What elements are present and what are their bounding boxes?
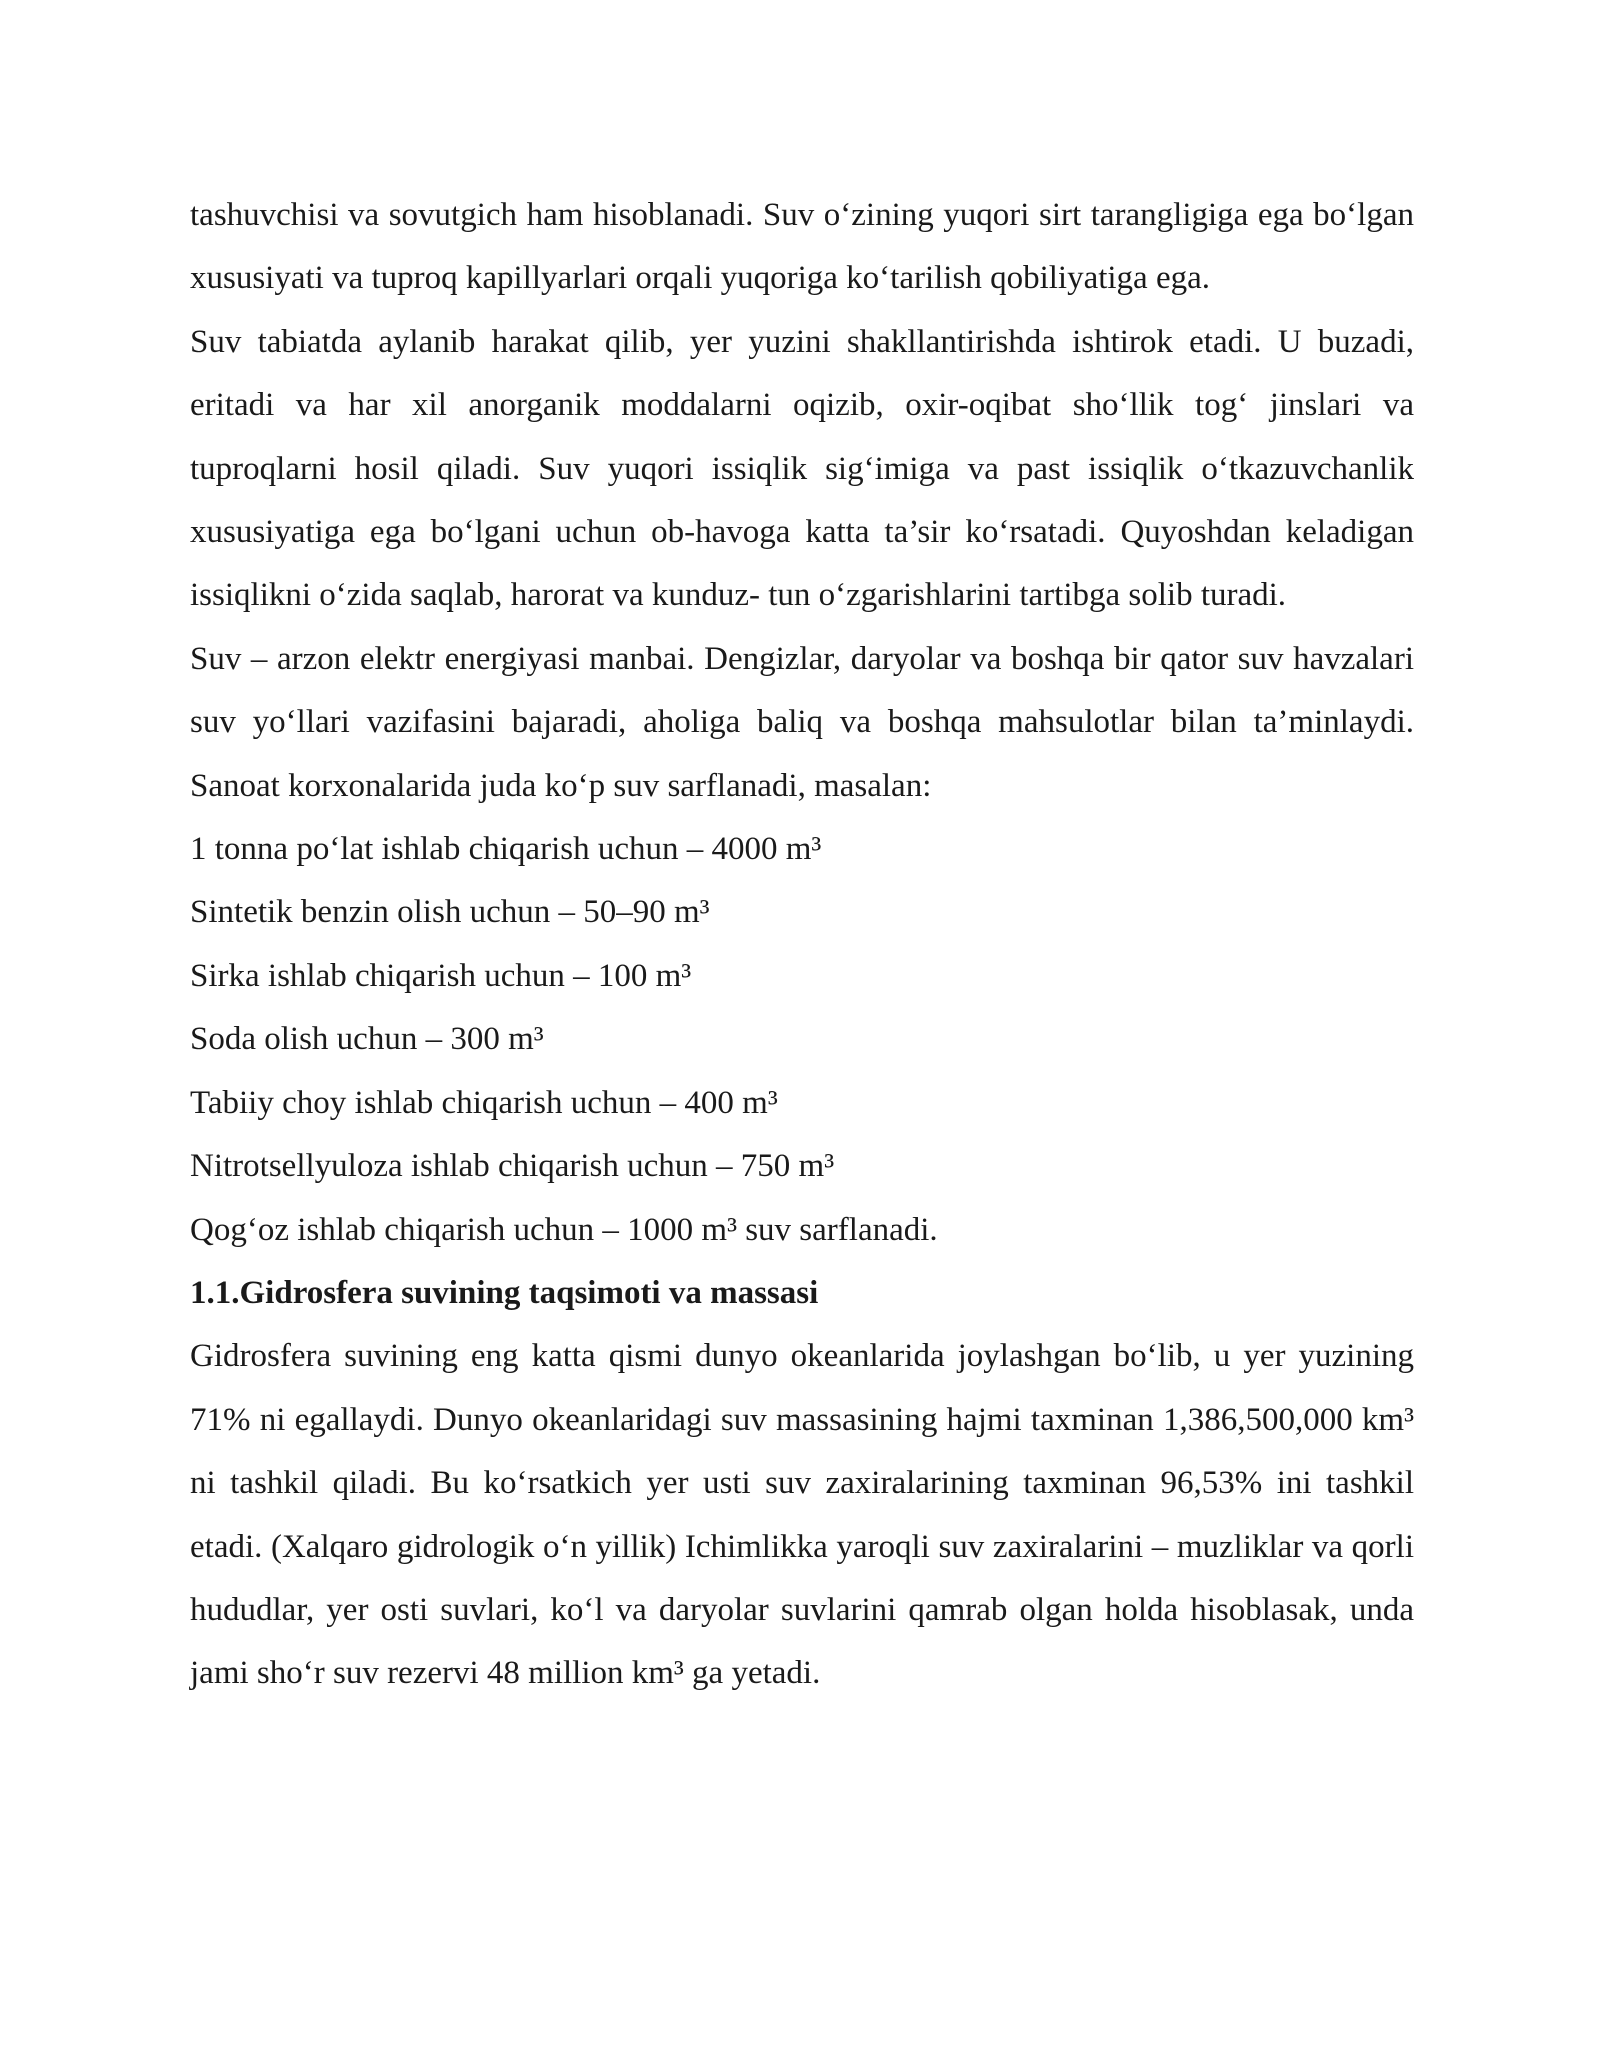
paragraph-water-industry: Suv – arzon elektr energiyasi manbai. Dengizlar, daryolar va boshqa bir qator suv havzalari suv yo‘llari vazifasini bajaradi, aholiga baliq va boshqa mahsulotlar bilan ta’minlaydi. Sanoat korxonalarida juda ko‘p suv sarflanadi, masalan: <box>190 640 1414 804</box>
list-item: Nitrotsellyuloza ishlab chiqarish uchun – 750 m³ <box>190 1148 835 1185</box>
list-item: Sintetik benzin olish uchun – 50–90 m³ <box>190 894 710 931</box>
paragraph-hydrosphere: Gidrosfera suvining eng katta qismi dunyo okeanlarida joylashgan bo‘lib, u yer yuzining 71% ni egallaydi. Dunyo okeanlaridagi suv massasining hajmi taxminan 1,386,500,000 km³ ni tashkil qiladi. Bu ko‘rsatkich yer usti suv zaxiralarining taxminan 96,53% ini tashkil etadi. (Xalqaro gidrologik o‘n yillik) Ichimlikka yaroqli suv zaxiralarini – muzliklar va qorli hududlar, yer osti suvlari, ko‘l va daryolar suvlarini qamrab olgan holda hisoblasak, unda jami sho‘r suv rezervi 48 million km³ ga yetadi. <box>190 1338 1414 1692</box>
water-consumption-list <box>190 818 1414 1262</box>
paragraph-water-cycle: Suv tabiatda aylanib harakat qilib, yer yuzini shakllantirishda ishtirok etadi. U buzadi, eritadi va har xil anorganik moddalarni oqizib, oxir-oqibat sho‘llik tog‘ jinslari va tuproqlarni hosil qiladi. Suv yuqori issiqlik sig‘imiga va past issiqlik o‘tkazuvchanlik xususiyatiga ega bo‘lgani uchun ob-havoga katta ta’sir ko‘rsatadi. Quyoshdan keladigan issiqlikni o‘zida saqlab, harorat va kunduz- tun o‘zgarishlarini tartibga solib turadi. <box>190 323 1414 614</box>
list-item: 1 tonna po‘lat ishlab chiqarish uchun – 4000 m³ <box>190 831 822 868</box>
list-item: Sirka ishlab chiqarish uchun – 100 m³ <box>190 957 692 994</box>
list-item: Tabiiy choy ishlab chiqarish uchun – 400 m³ <box>190 1084 778 1121</box>
document-page <box>190 184 1414 1706</box>
list-item: Soda olish uchun – 300 m³ <box>190 1021 544 1058</box>
paragraph-water-properties: tashuvchisi va sovutgich ham hisoblanadi. Suv o‘zining yuqori sirt tarangligiga ega bo‘lgan xususiyati va tuproq kapillyarlari orqali yuqoriga ko‘tarilish qobiliyatiga ega. <box>190 197 1414 297</box>
section-heading: 1.1.Gidrosfera suvining taqsimoti va massasi <box>190 1274 819 1311</box>
list-item: Qog‘oz ishlab chiqarish uchun – 1000 m³ suv sarflanadi. <box>190 1211 938 1248</box>
